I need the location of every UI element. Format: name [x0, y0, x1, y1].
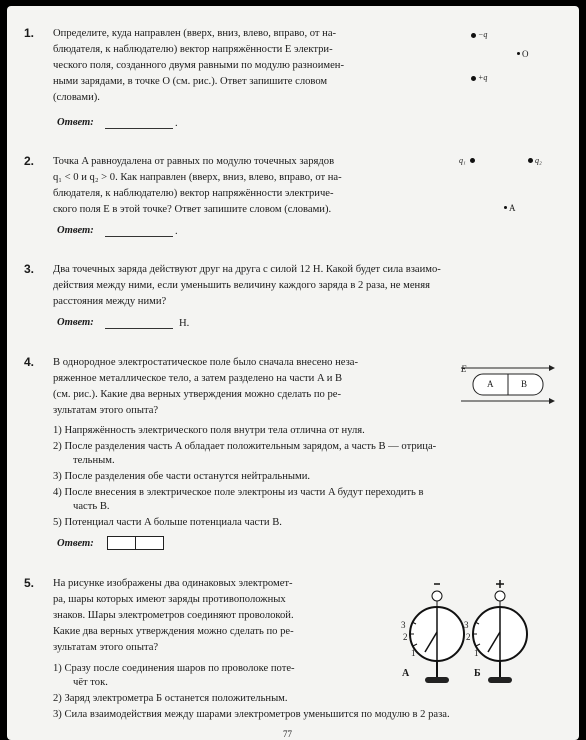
point-o-label: O — [522, 49, 529, 59]
task-2-line-2: q₁ < 0 и q₂ > 0. Как направлен (вверх, вниз, влево, вправо, от на- — [53, 172, 342, 183]
charge-plus-dot — [471, 76, 476, 81]
task-2-line-3: блюдателя, к наблюдателю) вектор напряжённости электриче- — [53, 188, 334, 199]
point-a-dot — [504, 206, 507, 209]
task-4-option-2-b: тельным. — [73, 455, 115, 466]
task-1-line-3: ческого поля, созданного двумя равными по модулю разноимен- — [53, 60, 344, 71]
task-5-option-1-b: чёт ток. — [73, 677, 108, 688]
task-4-number: 4. — [24, 355, 35, 369]
task-4-answer-box-2[interactable] — [135, 536, 164, 550]
electrometer-b-label: Б — [474, 668, 481, 679]
task-4-option-2-a: 2) После разделения часть A обладает положительным зарядом, а часть B — отрица- — [53, 441, 437, 452]
left-base — [425, 677, 449, 683]
task-1-answer-field[interactable] — [105, 128, 173, 129]
task-2-line-4: ского поля E в этой точке? Ответ запишите словом (словами). — [53, 204, 332, 215]
task-1-number: 1. — [24, 26, 35, 40]
task-1-line-4: ными зарядами, в точке O (см. рис.). Ответ запишите словом — [53, 76, 328, 87]
task-4-answer-box-1[interactable] — [107, 536, 136, 550]
task-5-number: 5. — [24, 576, 35, 590]
point-o-dot — [517, 52, 520, 55]
q2-label: q₂ — [535, 156, 542, 165]
task-5-line-3: знаков. Шары электрометров соединяют проволокой. — [53, 610, 294, 621]
right-ball — [495, 591, 505, 601]
right-base — [488, 677, 512, 683]
task-5-line-5: зультатам этого опыта? — [53, 642, 159, 653]
task-3-line-2: действия между ними, если уменьшить величину каждого заряда в 2 раза, не меняя — [53, 280, 430, 291]
task-3-line-3: расстояния между ними? — [53, 296, 167, 307]
task-2-number: 2. — [24, 154, 35, 168]
left-scale-3: 3 — [401, 620, 406, 630]
task-1-line-2: блюдателя, к наблюдателю) вектор напряжённости E электри- — [53, 44, 333, 55]
field-arrow-top — [549, 365, 555, 371]
q1-dot — [470, 158, 475, 163]
left-scale-2: 2 — [403, 632, 408, 642]
q1-label: q₁ — [459, 156, 466, 165]
field-vector-label: E — [461, 364, 467, 374]
task-3-answer-field[interactable] — [105, 328, 173, 329]
task-5-option-3: 3) Сила взаимодействия между шарами электрометров уменьшится по модулю в 2 раза. — [53, 709, 450, 720]
task-5-option-2: 2) Заряд электрометра Б останется положительным. — [53, 693, 288, 704]
task-4-line-1: В однородное электростатическое поле было сначала внесено неза- — [53, 357, 359, 368]
task-1-answer-dot: . — [175, 118, 178, 129]
task-4-option-5: 5) Потенциал части A больше потенциала части B. — [53, 517, 282, 528]
task-1-line-1: Определите, куда направлен (вверх, вниз, влево, вправо, от на- — [53, 28, 337, 39]
charge-plus-label: +q — [478, 73, 488, 82]
task-1-line-5: (словами). — [53, 92, 100, 103]
field-arrow-bottom — [549, 398, 555, 404]
task-2-answer-field[interactable] — [105, 236, 173, 237]
task-4-line-4: зультатам этого опыта? — [53, 405, 159, 416]
task-4-line-2: ряженное металлическое тело, а затем разделено на части A и B — [53, 373, 343, 384]
task-3-number: 3. — [24, 262, 35, 276]
task-4-line-3: (см. рис.). Какие два верных утверждения можно сделать по ре- — [53, 389, 342, 400]
task-3-line-1: Два точечных заряда действуют друг на друга с силой 12 Н. Какой будет сила взаимо- — [53, 264, 441, 275]
part-b-label: B — [521, 379, 528, 389]
part-a-label: A — [487, 379, 494, 389]
charge-minus-label: −q — [478, 30, 488, 39]
task-2-line-1: Точка A равноудалена от равных по модулю точечных зарядов — [53, 156, 335, 167]
task-5-option-1-a: 1) Сразу после соединения шаров по проволоке поте- — [53, 663, 295, 674]
right-scale-3: 3 — [464, 620, 469, 630]
task-2-answer-label: Ответ: — [57, 225, 94, 236]
task-1-answer-label: Ответ: — [57, 117, 94, 128]
electrometer-a-label: А — [402, 668, 410, 679]
task-4-answer-label: Ответ: — [57, 538, 94, 549]
task-4-option-3: 3) После разделения обе части останутся нейтральными. — [53, 471, 311, 482]
task-2-answer-dot: . — [175, 226, 178, 237]
task-4-option-1: 1) Напряжённость электрического поля внутри тела отлична от нуля. — [53, 425, 365, 436]
right-scale-1: 1 — [474, 648, 479, 658]
field-diagram — [459, 363, 555, 409]
task-4-option-4-a: 4) После внесения в электрическое поле электроны из части A будут переходить в — [53, 487, 424, 498]
task-5-line-1: На рисунке изображены два одинаковых электромет- — [53, 578, 293, 589]
charge-minus-dot — [471, 33, 476, 38]
task-5-line-2: ра, шары которых имеют заряды противоположных — [53, 594, 286, 605]
left-scale-1: 1 — [411, 648, 416, 658]
page-number: 77 — [283, 729, 292, 739]
q2-dot — [528, 158, 533, 163]
task-4-option-4-b: часть B. — [73, 501, 110, 512]
worksheet — [7, 6, 579, 740]
task-3-answer-label: Ответ: — [57, 317, 94, 328]
right-scale-2: 2 — [466, 632, 471, 642]
left-ball — [432, 591, 442, 601]
task-3-answer-unit: Н. — [179, 318, 190, 329]
task-5-line-4: Какие два верных утверждения можно сделать по ре- — [53, 626, 294, 637]
point-a-label: A — [509, 203, 516, 213]
